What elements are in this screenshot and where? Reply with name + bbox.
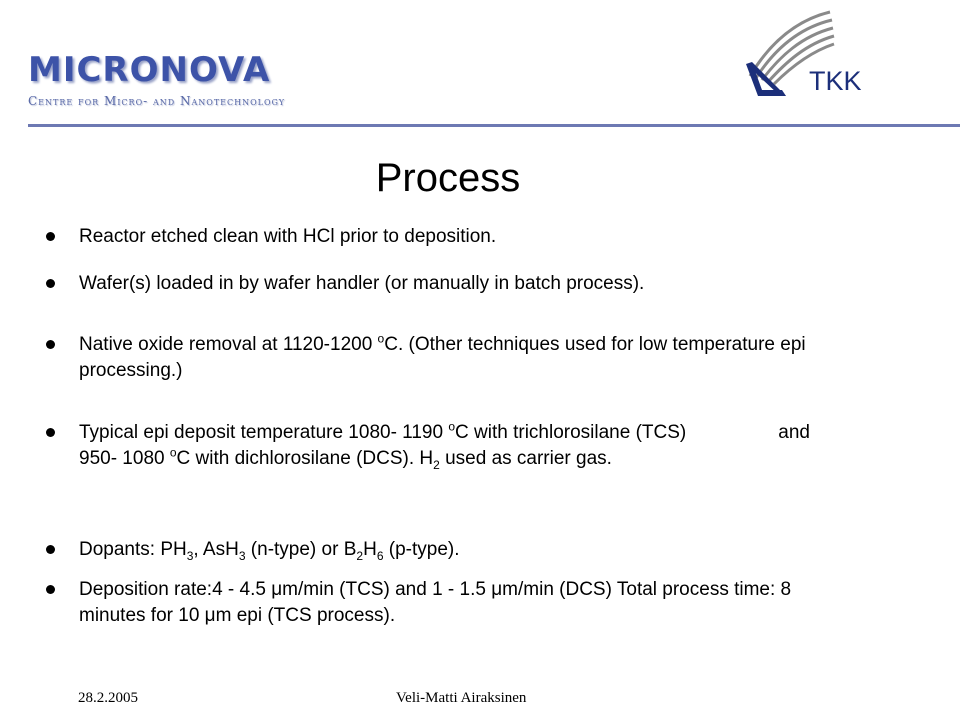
bullet-text: Deposition rate:4 - 4.5 μm/min (TCS) and 1 - 1.5 μm/min (DCS) Total process time: 8 minutes for 10 μm epi (TCS process). (79, 579, 792, 626)
bullet-text: Dopants: $PH_3$, AsH$_3$ (n-type) or $B_2H_6$ (p-type). (79, 539, 460, 563)
brand-title: MICRONOVA (28, 50, 271, 90)
bullet-dot-icon (46, 232, 55, 241)
bullet-dot-icon (46, 279, 55, 288)
footer-date: 28.2.2005 (78, 690, 138, 706)
bullet-dot-icon (46, 545, 55, 554)
bullet-dot-icon (46, 428, 55, 437)
bullet-text: Reactor etched clean with HCl prior to deposition. (79, 226, 497, 247)
brand-tagline: Centre for Micro- and Nanotechnology (28, 94, 286, 108)
header-divider (28, 124, 960, 127)
bullet-text: Typical epi deposit temperature 1080- 1190 $^o$C with trichlorosilane (TCS) and 950- 1080 $^o$C with dichlorosilane (DCS). $H_2$ used as carrier gas. (79, 419, 810, 472)
bullet-dot-icon (46, 585, 55, 594)
bullet-dot-icon (46, 340, 55, 349)
page-title: Process (375, 156, 521, 200)
footer-author: Veli-Matti Airaksinen (396, 690, 527, 706)
tkk-wordmark: TKK (809, 66, 862, 96)
bullet-text: Wafer(s) loaded in by wafer handler (or manually in batch process). (79, 273, 645, 294)
bullet-text: Native oxide removal at 1120-1200 $^o$C. (Other techniques used for low temperature epi processing.) (79, 331, 806, 381)
